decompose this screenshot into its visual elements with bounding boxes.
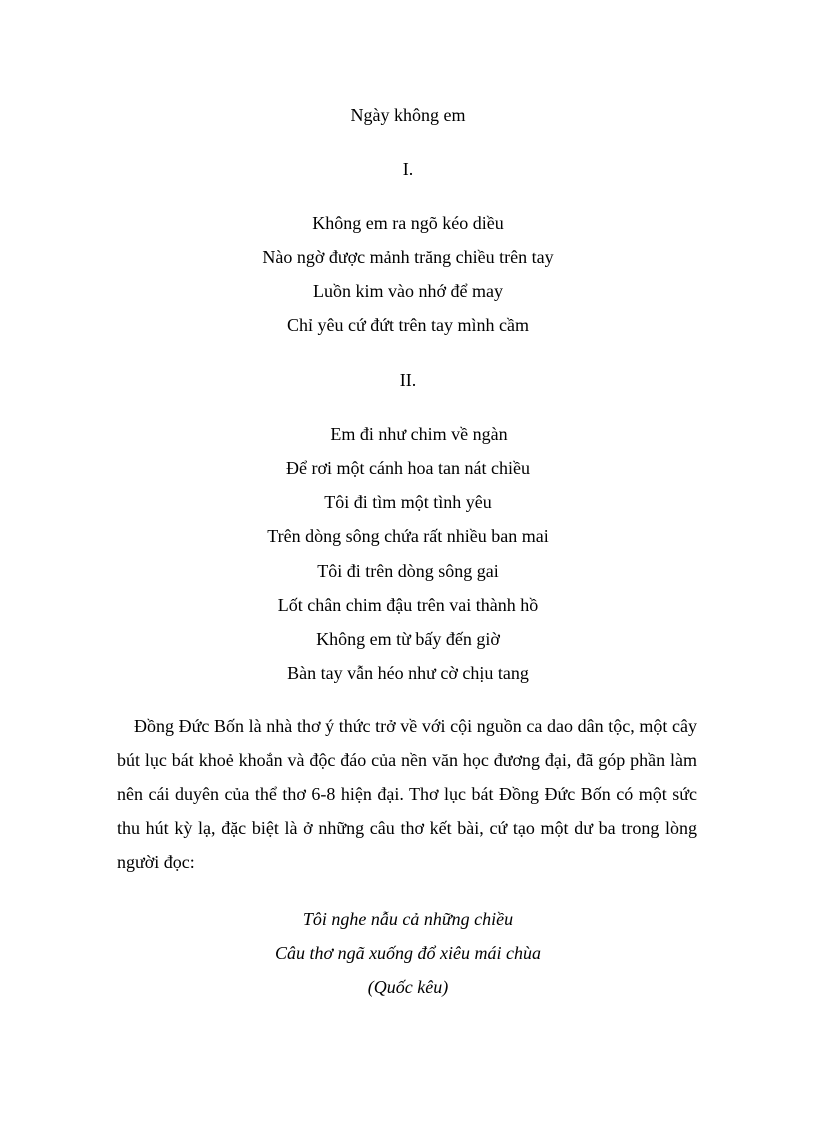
section-numeral-1: I. <box>402 159 414 179</box>
quote-line: Tôi nghe nẫu cả những chiều <box>302 909 514 929</box>
poem-line: Tôi đi tìm một tình yêu <box>324 492 492 512</box>
quote-line: Câu thơ ngã xuống đổ xiêu mái chùa <box>274 943 542 963</box>
poem-line: Để rơi một cánh hoa tan nát chiều <box>286 458 530 478</box>
section-numeral-2: II. <box>399 370 417 390</box>
body-paragraph: Đồng Đức Bốn là nhà thơ ý thức trở về với cội nguồn ca dao dân tộc, một cây bút lục bát khoẻ khoắn và độc đáo của nền văn học đương đại, đã góp phần làm nên cái duyên của thể thơ 6-8 hiện đại. Thơ lục bát Đồng Đức Bốn có một sức thu hút kỳ lạ, đặc biệt là ở những câu thơ kết bài, cứ tạo một dư ba trong lòng người đọc: <box>117 716 697 872</box>
quote-source: (Quốc kêu) <box>367 977 449 997</box>
poem-line: Không em ra ngõ kéo diều <box>312 213 504 233</box>
poem-line: Chỉ yêu cứ đứt trên tay mình cầm <box>287 315 529 335</box>
poem-line: Bàn tay vẫn héo như cờ chịu tang <box>287 663 529 683</box>
poem-line: Lốt chân chim đậu trên vai thành hồ <box>277 595 539 615</box>
poem-title: Ngày không em <box>350 105 466 125</box>
poem-line: Em đi như chim về ngàn <box>330 424 508 444</box>
poem-line: Nào ngờ được mảnh trăng chiều trên tay <box>262 247 554 267</box>
poem-line: Không em từ bấy đến giờ <box>316 629 500 649</box>
poem-line: Tôi đi trên dòng sông gai <box>317 561 499 581</box>
poem-line: Luồn kim vào nhớ để may <box>313 281 503 301</box>
poem-line: Trên dòng sông chứa rất nhiều ban mai <box>267 526 549 546</box>
